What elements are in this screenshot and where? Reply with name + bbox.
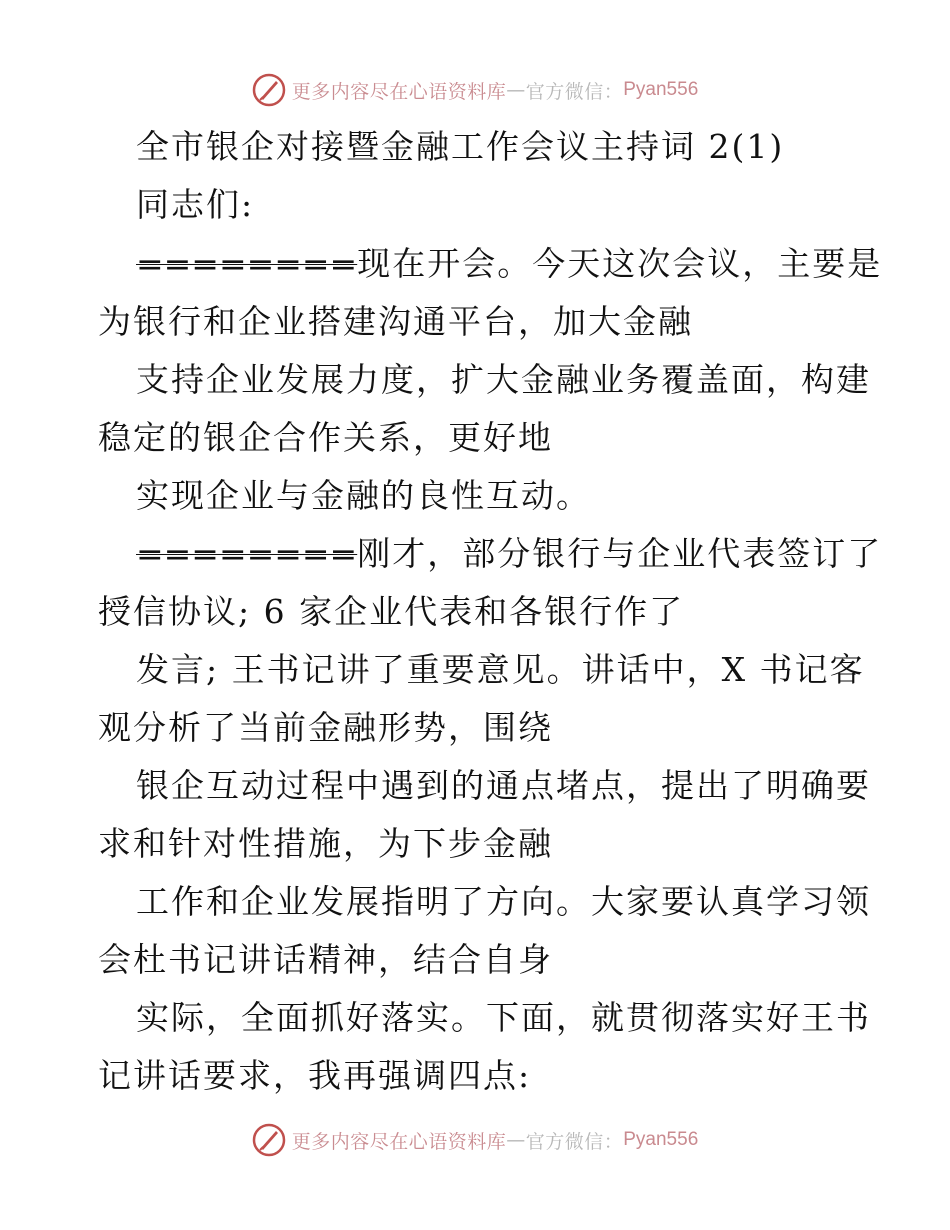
greeting: 同志们: (136, 185, 255, 224)
paragraph-2-line-4: 观分析了当前金融形势，围绕 (98, 708, 553, 747)
watermark-header (0, 72, 950, 108)
redaction-mark: ======== (136, 244, 358, 283)
watermark-id: Pyan556 (623, 79, 699, 100)
paragraph-1-line-5: 实现企业与金融的良性互动。 (136, 476, 591, 515)
paragraph-1-line-4: 稳定的银企合作关系，更好地 (98, 418, 553, 457)
paragraph-2-line-7: 工作和企业发展指明了方向。大家要认真学习领 (136, 882, 871, 921)
paragraph-1-line-1: ========现在开会。今天这次会议，主要是 (136, 244, 883, 283)
watermark-text: 更多内容尽在心语资料库 (291, 80, 507, 103)
redaction-mark: ======== (136, 534, 358, 573)
paragraph-2-line-5: 银企互动过程中遇到的通点堵点，提出了明确要 (136, 766, 871, 805)
quill-logo-icon (252, 1123, 286, 1157)
quill-logo-icon (252, 73, 286, 107)
paragraph-2-line-1: ========刚才，部分银行与企业代表签订了 (136, 534, 883, 573)
watermark-separator: — (506, 1129, 526, 1151)
paragraph-2-line-3: 发言; 王书记讲了重要意见。讲话中，X 书记客 (136, 650, 865, 689)
watermark-footer (0, 1122, 950, 1158)
page-title: 全市银企对接暨金融工作会议主持词 2(1) (136, 127, 785, 166)
paragraph-1-line-3: 支持企业发展力度，扩大金融业务覆盖面，构建 (136, 360, 871, 399)
watermark-official: 官方微信： (525, 1130, 624, 1153)
paragraph-1-line-2: 为银行和企业搭建沟通平台，加大金融 (98, 302, 693, 341)
watermark-id: Pyan556 (623, 1129, 699, 1150)
paragraph-2-line-9: 实际，全面抓好落实。下面，就贯彻落实好王书 (136, 998, 871, 1037)
paragraph-2-line-10: 记讲话要求，我再强调四点: (98, 1056, 532, 1095)
paragraph-2-line-8: 会杜书记讲话精神，结合自身 (98, 940, 553, 979)
watermark-text: 更多内容尽在心语资料库 (291, 1130, 507, 1153)
watermark-separator: — (506, 79, 526, 101)
paragraph-2-line-2: 授信协议; 6 家企业代表和各银行作了 (98, 592, 685, 631)
paragraph-2-line-6: 求和针对性措施，为下步金融 (98, 824, 553, 863)
watermark-official: 官方微信： (525, 80, 624, 103)
